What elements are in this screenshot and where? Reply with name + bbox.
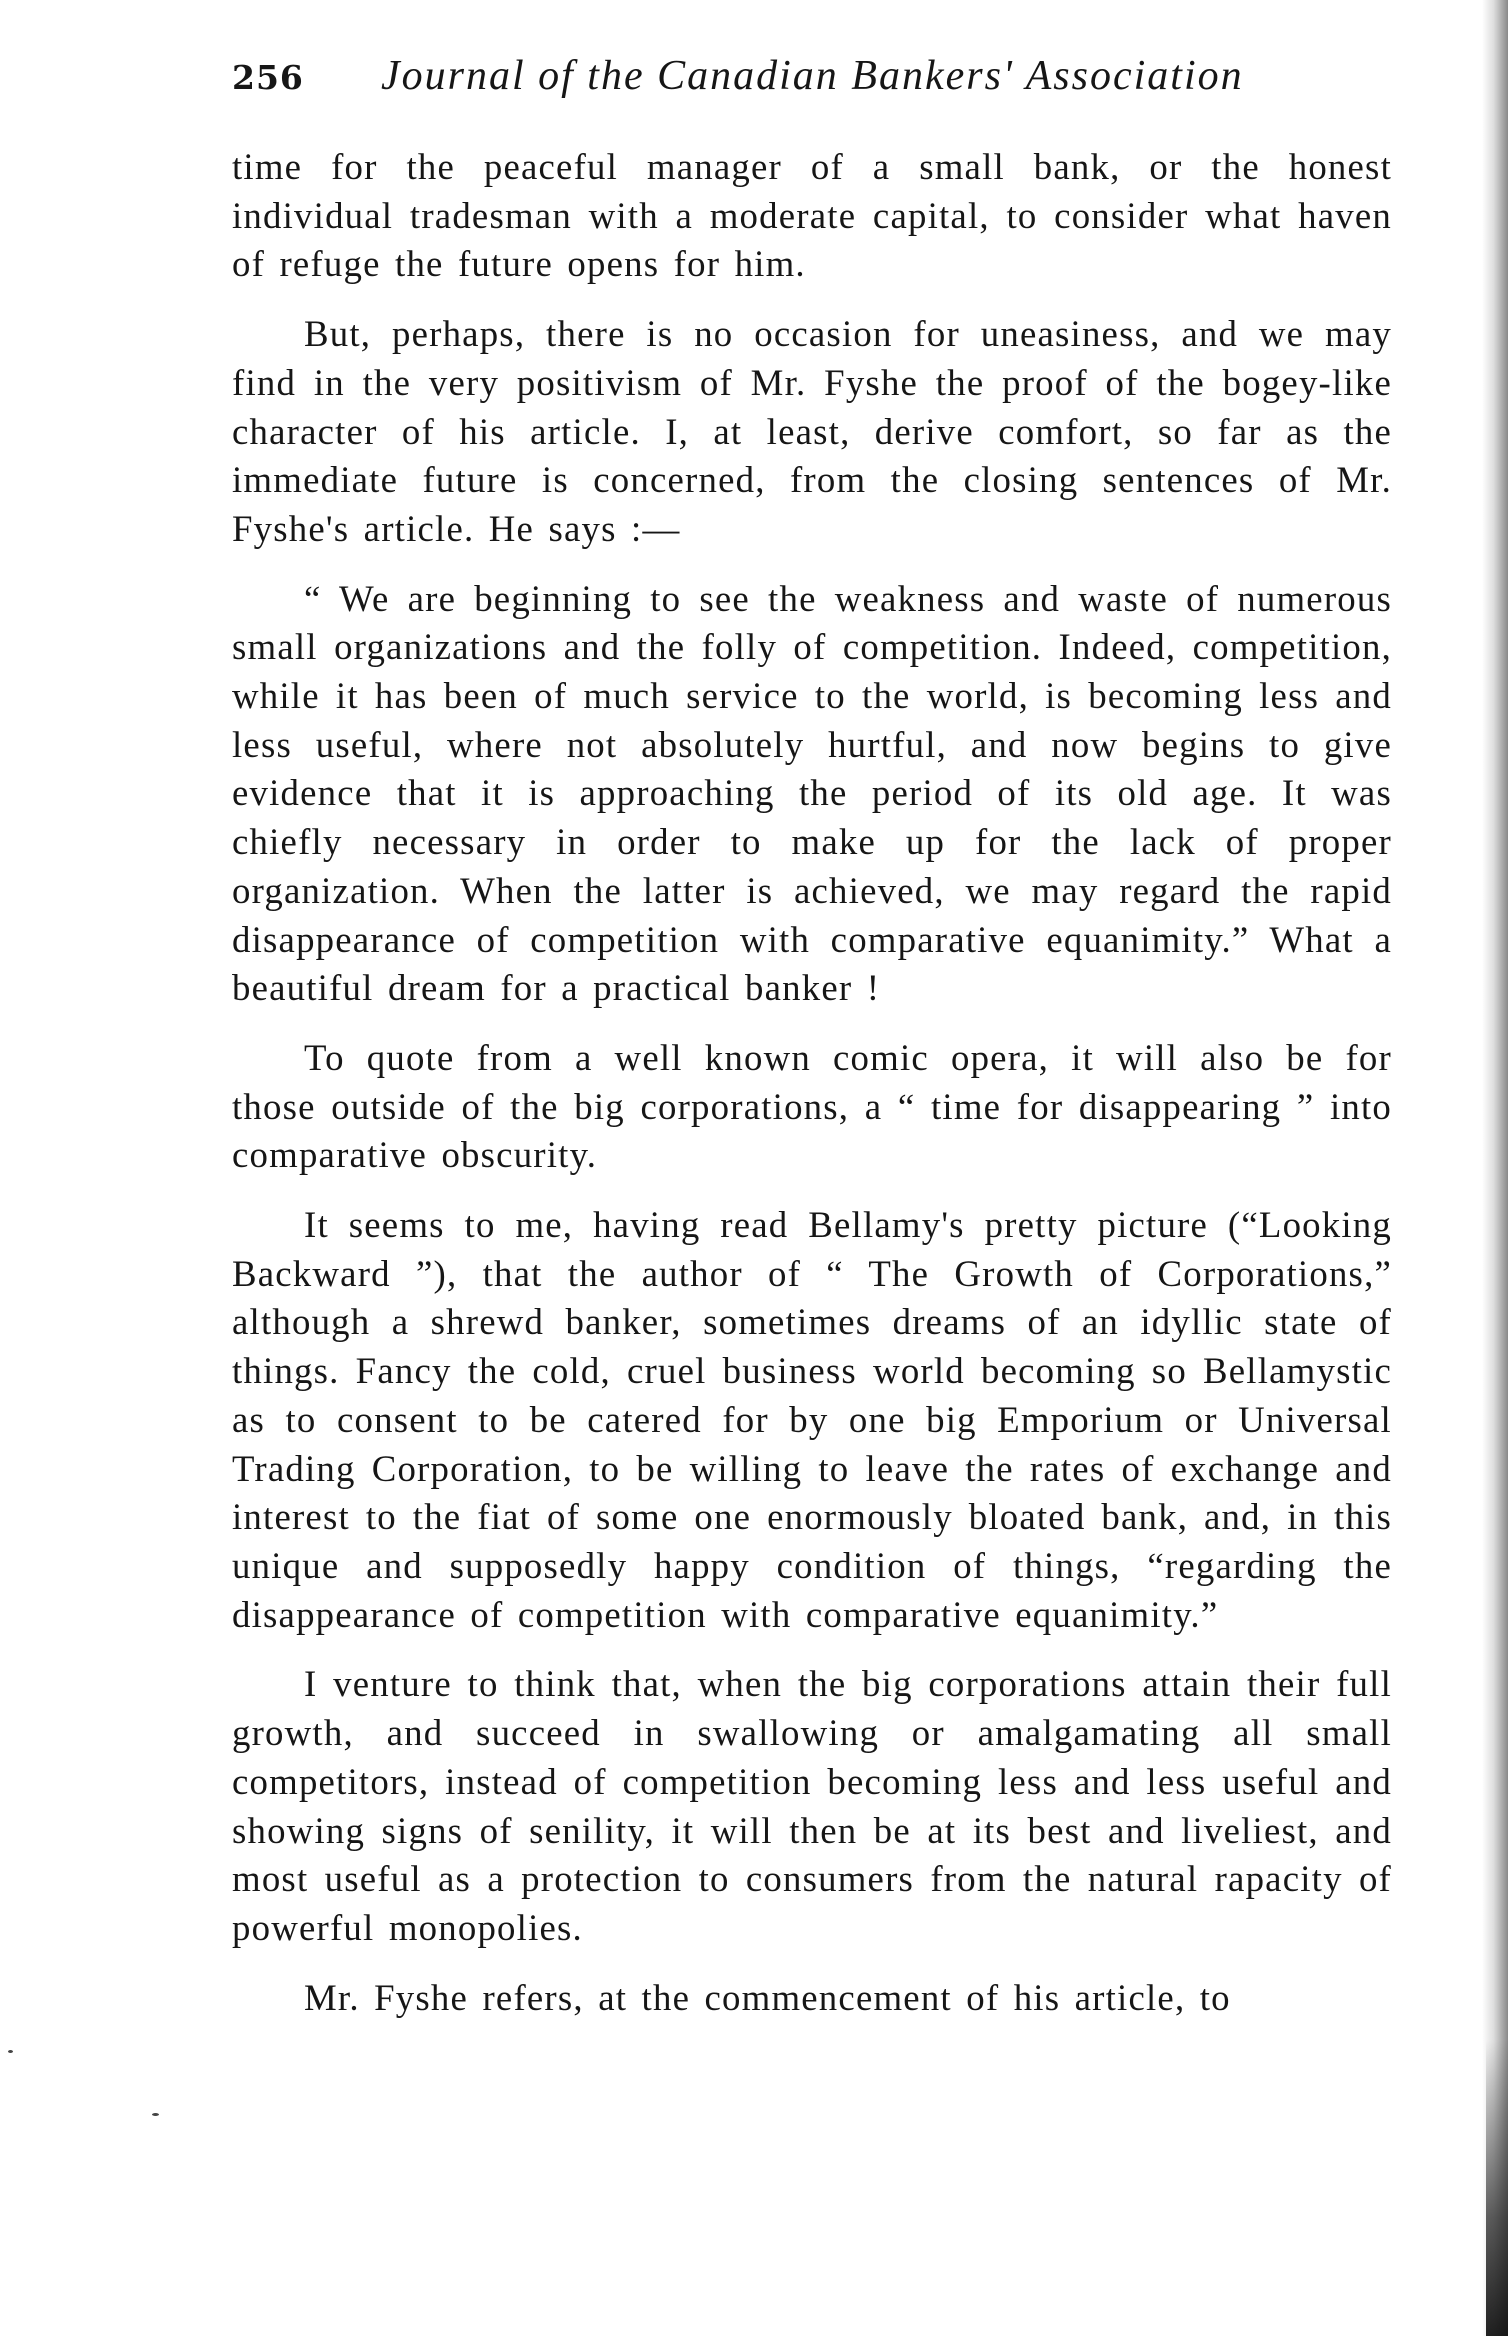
- paragraph-4: To quote from a well known comic opera, it will also be for those outside of the big corporations, a “ time for disappearing ” into comparative obscurity.: [232, 1036, 1392, 1176]
- page-edge-shadow: [1482, 0, 1508, 2336]
- paragraph-1: time for the peaceful manager of a small bank, or the honest individual tradesman with a moderate capital, to consider what haven of refuge the future opens for him.: [232, 146, 1392, 285]
- paragraph-7-continued: Mr. Fyshe refers, at the commencement of his article, to: [304, 1976, 1231, 2018]
- page-header: [232, 52, 1262, 122]
- scan-speck: [152, 2113, 159, 2116]
- scan-speck: [8, 2050, 13, 2053]
- paragraph-3-quotation: “ We are beginning to see the weakness and waste of numerous small organizations and the folly of competition. Indeed, competition, while it has been of much service to the world, is becoming less and less useful, where not absolutely hurtful, and now begins to give evidence that it is approaching the period of its old age. It was chiefly necessary in order to make up for the lack of proper organization. When the latter is achieved, we may regard the rapid disappearance of competition with comparative equanimity.” What a beautiful dream for a practical banker !: [232, 577, 1392, 1009]
- paragraph-2: But, perhaps, there is no occasion for uneasiness, and we may find in the very positivism of Mr. Fyshe the proof of the bogey-like character of his article. I, at least, derive comfort, so far as the immediate future is concerned, from the closing sentences of Mr. Fyshe's article. He says :—: [232, 313, 1392, 549]
- running-title: Journal of the Canadian Bankers' Association: [380, 53, 1244, 99]
- paragraph-6: I venture to think that, when the big corporations attain their full growth, and succeed in swallowing or amalgamating all small competitors, instead of competition becoming less and less useful and showing signs of senility, it will then be at its best and liveliest, and most useful as a protection to consumers from the natural rapacity of powerful monopolies.: [232, 1663, 1392, 1948]
- page-edge-binding-shadow: [1486, 2040, 1508, 2336]
- paragraph-5: It seems to me, having read Bellamy's pretty picture (“Looking Backward ”), that the author of “ The Growth of Corporations,” although a shrewd banker, sometimes dreams of an idyllic state of things. Fancy the cold, cruel business world becoming so Bellamystic as to consent to be catered for by one big Emporium or Universal Trading Corporation, to be willing to leave the rates of exchange and interest to the fiat of some one enormously bloated bank, and, in this unique and supposedly happy condition of things, “regarding the disappearance of competition with comparative equanimity.”: [232, 1204, 1392, 1635]
- article-body: [232, 143, 1392, 2043]
- page-number: 256: [232, 58, 304, 97]
